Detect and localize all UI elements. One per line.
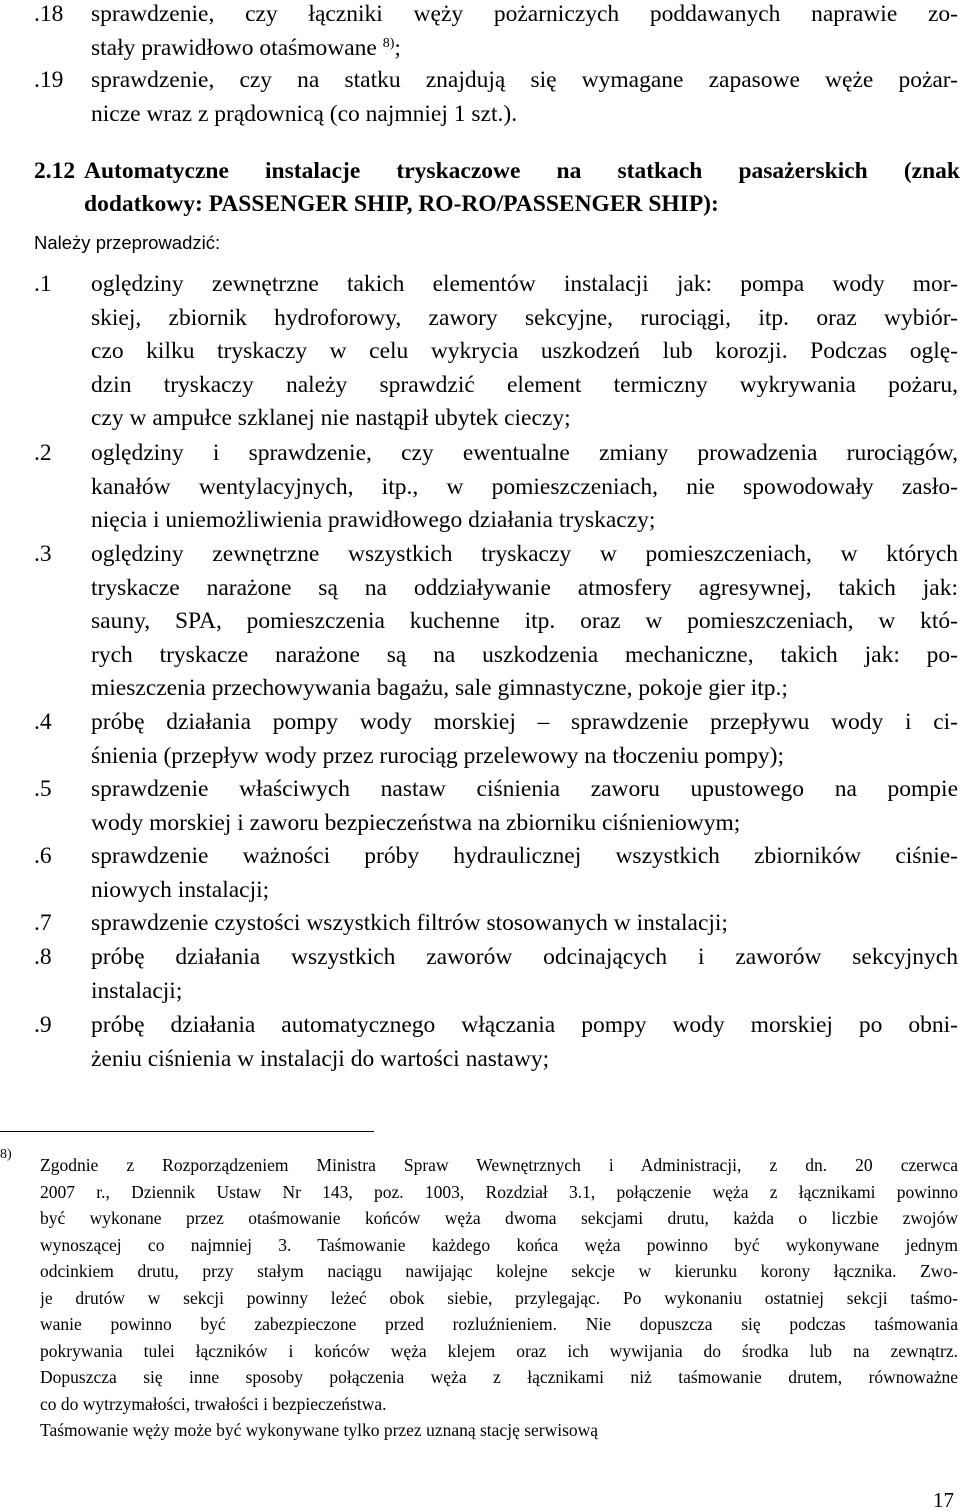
list-item [34, 840, 958, 907]
footnote-line: Taśmowanie węży może być wykonywane tylko przez uznaną stację serwisową [40, 1420, 599, 1440]
item-number: .3 [34, 541, 52, 567]
list-item [34, 706, 958, 773]
text-line: próbę działania wszystkich zaworów odcinających i zaworów sekcyjnych [91, 944, 958, 970]
list-item [34, 64, 958, 131]
text-line: sauny, SPA, pomieszczenia kuchenne itp. oraz w pomieszczeniach, w któ- [91, 608, 958, 634]
footnote-line: co do wytrzymałości, trwałości i bezpieczeństwa. [40, 1393, 387, 1414]
list-item [34, 0, 958, 65]
text-line: czy w ampułce szklanej nie nastąpił ubytek cieczy; [91, 405, 571, 431]
text-line: oględziny zewnętrzne takich elementów instalacji jak: pompa wody mor- [91, 271, 958, 297]
footnote-separator [0, 1131, 374, 1132]
item-text [91, 907, 958, 941]
text-line: sprawdzenie właściwych nastaw ciśnienia zaworu upustowego na pompie [91, 776, 958, 802]
text-line: mieszczenia przechowywania bagażu, sale gimnastyczne, pokoje gier itp.; [91, 675, 788, 701]
text-line: śnienia (przepływ wody przez rurociąg przelewowy na tłoczeniu pompy); [91, 742, 784, 769]
text-line: próbę działania automatycznego włączania pompy wody morskiej po obni- [91, 1012, 958, 1038]
text-line: instalacji; [91, 977, 183, 1004]
item-text [91, 538, 958, 706]
item-text [91, 0, 958, 65]
text-line: oględziny i sprawdzenie, czy ewentualne zmiany prowadzenia rurociągów, [91, 440, 958, 466]
footnote-reference[interactable]: 8) [382, 35, 395, 51]
list-item [34, 941, 958, 1008]
item-number: .6 [34, 843, 52, 869]
item-number: .7 [34, 910, 52, 936]
item-number: .18 [34, 1, 64, 27]
item-text [91, 773, 958, 840]
text-line: sprawdzenie czystości wszystkich filtrów stosowanych w instalacji; [91, 910, 728, 936]
text-line: sprawdzenie, czy na statku znajdują się wymagane zapasowe węże pożar- [91, 67, 958, 93]
footnote-line: wynoszącej co najmniej 3. Taśmowanie każdego końca węża powinno być wykonywane jednym [40, 1234, 958, 1255]
text-line: sprawdzenie ważności próby hydraulicznej wszystkich zbiorników ciśnie- [91, 843, 958, 869]
text-line: czo kilku tryskaczy w celu wykrycia uszkodzeń lub korozji. Podczas oglę- [91, 338, 958, 364]
text-line: wody morskiej i zaworu bezpieczeństwa na zbiorniku ciśnieniowym; [91, 809, 741, 836]
section-heading [34, 155, 960, 221]
item-text [91, 1009, 958, 1076]
footnote-line: Zgodnie z Rozporządzeniem Ministra Spraw Wewnętrznych i Administracji, z dn. 20 czerwca [40, 1155, 958, 1175]
footnote-line: Dopuszcza się inne sposoby połączenia węża z łącznikami niż taśmowanie drutem, równoważne [40, 1367, 958, 1387]
footnote-mark: 8) [0, 1147, 12, 1162]
text-line: próbę działania pompy wody morskiej – sprawdzenie przepływu wody i ci- [91, 709, 958, 735]
item-text [91, 840, 958, 907]
text-line: nięcia i uniemożliwienia prawidłowego działania tryskaczy; [91, 507, 656, 533]
text-segment: ; [394, 34, 401, 61]
text-line: niowych instalacji; [91, 876, 270, 903]
text-line: skiej, zbiornik hydroforowy, zawory sekcyjne, rurociągi, itp. oraz wybiór- [91, 304, 958, 331]
item-text [91, 64, 958, 131]
item-text [91, 268, 958, 436]
list-item [34, 773, 958, 840]
footnote-text [40, 1152, 958, 1444]
list-item [34, 907, 958, 941]
item-number: .9 [34, 1012, 52, 1038]
text-line: nicze wraz z prądownicą (co najmniej 1 szt.). [91, 100, 518, 127]
footnote-line: 2007 r., Dziennik Ustaw Nr 143, poz. 1003, Rozdział 3.1, połączenie węża z łącznikami powinno [40, 1181, 958, 1202]
text-line: oględziny zewnętrzne wszystkich tryskaczy w pomieszczeniach, w których [91, 541, 958, 567]
text-line: rych tryskacze narażone są na uszkodzenia mechaniczne, takich jak: po- [91, 641, 958, 668]
item-number: .5 [34, 776, 52, 802]
item-number: .19 [34, 67, 64, 93]
item-text [91, 437, 958, 538]
list-item [34, 538, 958, 706]
page-number: 17 [933, 1488, 954, 1512]
list-item [34, 268, 958, 436]
text-line: dodatkowy: PASSENGER SHIP, RO-RO/PASSENGER SHIP): [84, 191, 719, 217]
item-text [91, 941, 958, 1008]
intro-text: Należy przeprowadzić: [34, 232, 221, 253]
footnote-line: je drutów w sekcji powinny leżeć obok siebie, przylegając. Po wykonaniu ostatniej sekcji taśmo- [40, 1287, 958, 1308]
section-number: 2.12 [34, 158, 76, 184]
item-number: .8 [34, 944, 52, 970]
section-title [84, 155, 960, 221]
footnote-line: wanie powinno być zabezpieczone przed rozluźnieniem. Nie dopuszcza się podczas taśmowania [40, 1314, 958, 1334]
list-item [34, 437, 958, 538]
footnote-line: pokrywania tulei łączników i końców węża klejem oraz ich wywijania do środka lub na zewnątrz. [40, 1340, 958, 1361]
footnote-line: odcinkiem drutu, przy stałym naciągu nawijając kolejne sekcje w kierunku korony łącznika. Zwo- [40, 1261, 958, 1281]
text-line: tryskacze narażone są na oddziaływanie atmosfery agresywnej, takich jak: [91, 574, 958, 601]
text-line: żeniu ciśnienia w instalacji do wartości nastawy; [91, 1045, 550, 1072]
item-text [91, 706, 958, 773]
item-number: .1 [34, 271, 52, 297]
text-segment: stały prawidłowo otaśmowane [91, 34, 377, 61]
item-number: .2 [34, 440, 52, 466]
text-line: dzin tryskaczy należy sprawdzić element termiczny wykrywania pożaru, [91, 371, 958, 398]
text-line: sprawdzenie, czy łączniki węży pożarniczych poddawanych naprawie zo- [91, 1, 958, 27]
text-line: Automatyczne instalacje tryskaczowe na statkach pasażerskich (znak [84, 158, 960, 184]
text-line [91, 32, 958, 66]
text-line: kanałów wentylacyjnych, itp., w pomieszczeniach, nie spowodowały zasło- [91, 473, 958, 500]
list-item [34, 1009, 958, 1076]
item-number: .4 [34, 709, 52, 735]
footnote-line: być wykonane przez otaśmowanie końców węża dwoma sekcjami drutu, każda o liczbie zwojów [40, 1208, 958, 1228]
